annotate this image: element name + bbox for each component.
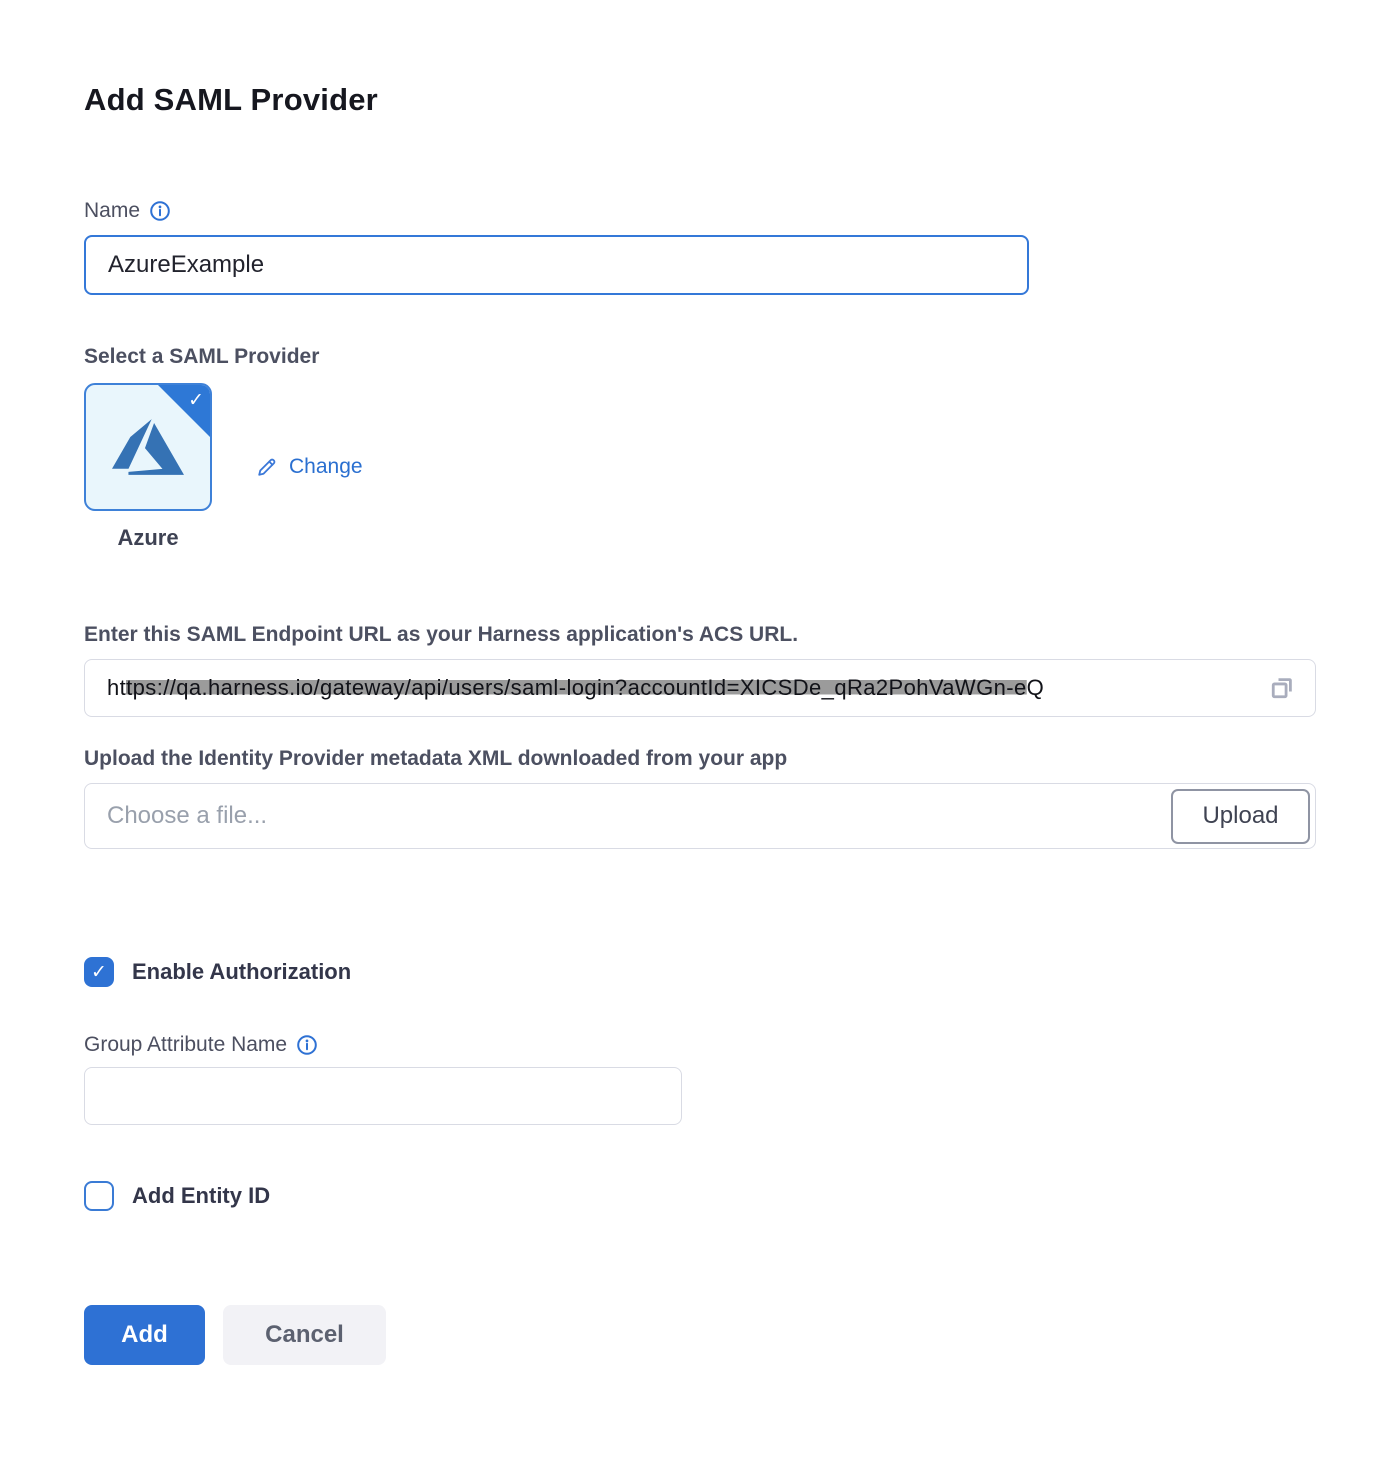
group-attribute-label-row [84,1033,1393,1057]
copy-url-button[interactable] [1267,673,1297,703]
info-icon[interactable] [149,200,171,222]
copy-icon [1268,674,1296,702]
enable-authorization-label: Enable Authorization [132,959,352,984]
cancel-button[interactable]: Cancel [223,1305,386,1365]
upload-metadata-label: Upload the Identity Provider metadata XML downloaded from your app [84,747,788,770]
provider-caption: Azure [117,525,179,550]
checkmark-icon: ✓ [91,961,107,983]
group-attribute-input[interactable] [84,1067,682,1125]
add-button[interactable]: Add [84,1305,205,1365]
select-provider-label: Select a SAML Provider [84,345,320,368]
file-placeholder: Choose a file... [107,802,268,829]
enable-authorization-row [84,957,1393,987]
info-icon[interactable] [296,1034,318,1056]
actions-row [84,1305,1393,1365]
provider-tile-azure[interactable] [84,383,212,511]
group-attribute-label: Group Attribute Name [84,1033,288,1056]
change-provider-link[interactable] [256,455,363,479]
upload-button[interactable]: Upload [1171,789,1310,844]
provider-row [84,383,1393,551]
enable-authorization-checkbox[interactable] [84,957,114,987]
acs-url-field[interactable] [84,659,1316,717]
name-label: Name [84,199,141,222]
selected-check-icon: ✓ [188,390,204,411]
url-suffix: Q [1026,675,1045,700]
name-label-row [84,199,1393,223]
name-input[interactable] [84,235,1029,295]
add-entity-id-label: Add Entity ID [132,1183,271,1208]
file-upload-field[interactable] [84,783,1316,849]
add-entity-id-row [84,1181,1393,1211]
provider-tile-wrap [84,383,212,551]
change-label: Change [289,455,363,478]
acs-url-label: Enter this SAML Endpoint URL as your Harness application's ACS URL. [84,623,799,646]
acs-url-value [107,675,1257,701]
url-redacted-portion: tps://qa.harness.io/gateway/api/users/saml-login?accountId=XICSDe_qRa2PohVaWGn-e [126,675,1027,700]
pencil-icon [256,456,278,478]
add-entity-id-checkbox[interactable] [84,1181,114,1211]
url-prefix: ht [107,675,127,700]
page-title: Add SAML Provider [84,82,378,117]
